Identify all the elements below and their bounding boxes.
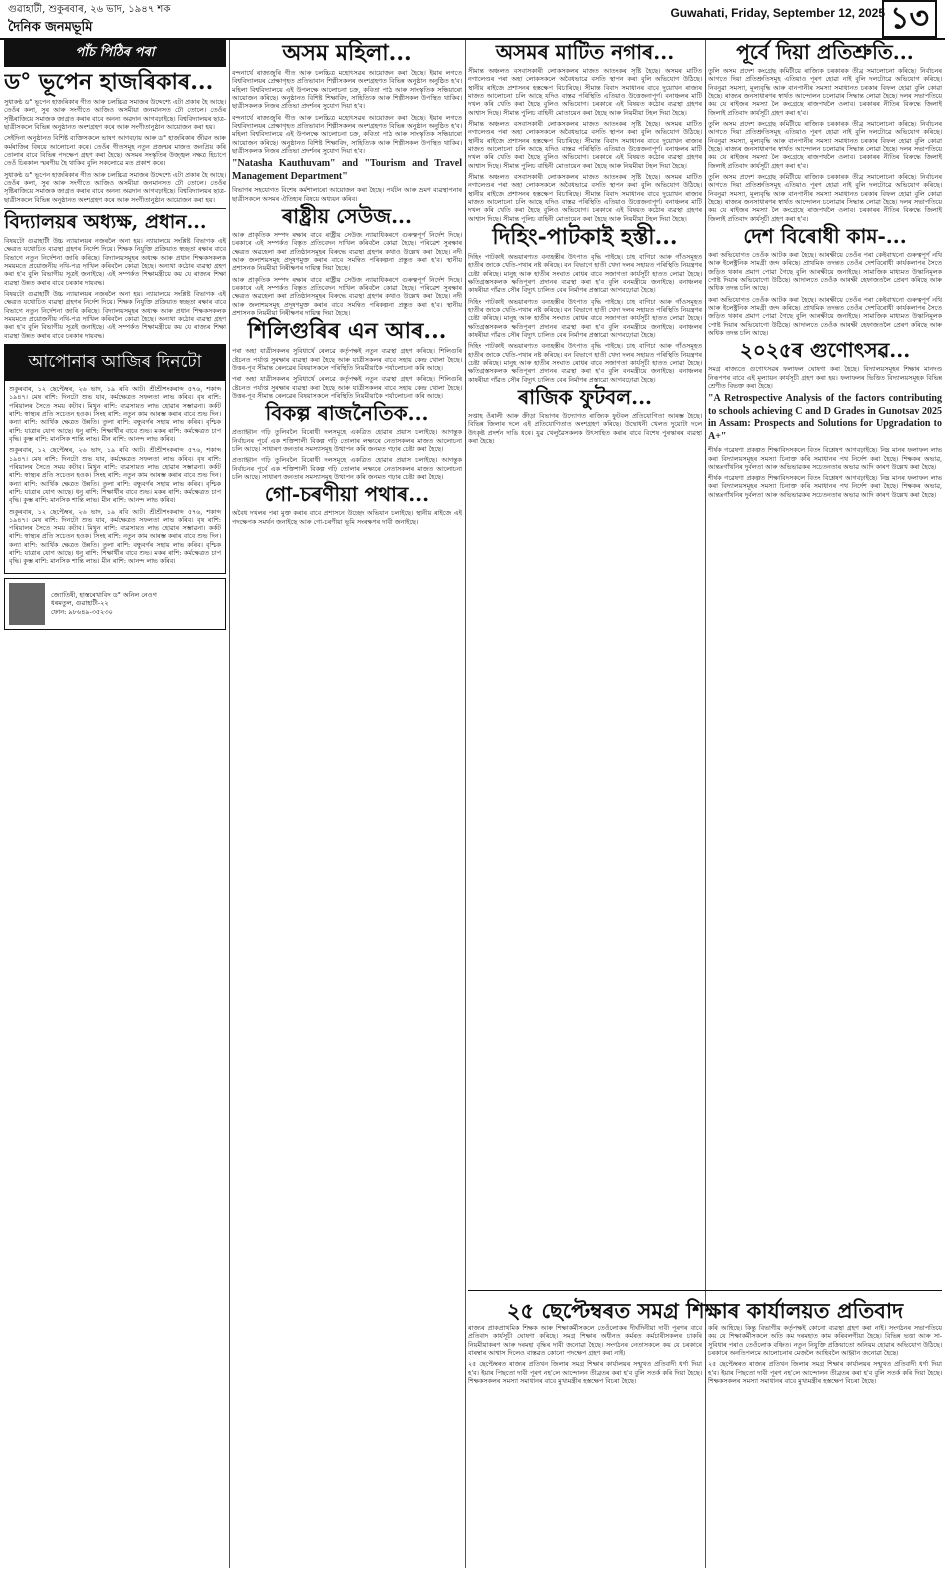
paragraph: বন্দনাৰ্থে ৰাজ্যজুৰি গীত আৰু চলচ্চিত্ৰ মহোৎসৱৰ আয়োজন কৰা হৈছে। ইয়াৰ লগতে বিশ্ববিদ্যালয়ৰ প্ৰেক্ষাগৃহত প্ৰতিভাবান শিল্পীসকলৰ অংশগ্ৰহণত বিভিন্ন অনুষ্ঠান অনুষ্ঠিত হ'ব। মহিলা বিশ্ববিদ্যালয়ে এই উপলক্ষে আলোচনা চক্ৰ, কবিতা পাঠ আৰু সাংস্কৃতিক সন্ধিয়াৰো আয়োজন কৰিছে। অনুষ্ঠানত বিশিষ্ট শিক্ষাবিদ, সাহিত্যিক আৰু শিল্পীসকল উপস্থিত থাকিব। ছাত্ৰীসকলক নিজৰ প্ৰতিভা প্ৰদৰ্শনৰ সুযোগ দিয়া হ'ব। — [232, 69, 462, 111]
horoscope-text — [5, 381, 225, 573]
paragraph: পৰা অহা যাত্ৰীসকলৰ সুবিধাৰ্থে ৰেলৱে কৰ্তৃপক্ষই নতুন ব্যৱস্থা গ্ৰহণ কৰিছে। শিলিগুৰি ষ্টেচনত পৰ্যাপ্ত সুৰক্ষাৰ ব্যৱস্থা কৰা হৈছে আৰু যাত্ৰীসকলৰ বাবে সহায় কেন্দ্ৰ খোলা হৈছে। উত্তৰ-পূব সীমান্ত ৰেলৱেৰ বিষয়াসকলে পৰিস্থিতি নিয়মীয়াকৈ পৰ্যালোচনা কৰি আছে। — [232, 375, 462, 401]
article-bhupen — [4, 98, 226, 204]
article-protest-col — [708, 1324, 942, 1564]
english-study-title: "A Retrospective Analysis of the factors contributing to schools achieving C and D Grades in Gunotsav 2025 in Assam: Prospects and Solutions for Upgradation to A+" — [708, 393, 942, 442]
article-elephant — [468, 253, 702, 384]
page-number: ১৩ — [882, 0, 937, 38]
paragraph: অবৈধ দখলৰ পৰা মুক্ত কৰাৰ বাবে প্ৰশাসনে উচ্ছেদ অভিযান চলাইছে। স্থানীয় ৰাইজে এই পদক্ষেপক সমৰ্থন জনাইছে আৰু গো-চৰণীয়া ভূমি সংৰক্ষণৰ দাবী জনাইছে। — [232, 509, 462, 526]
column-3 — [468, 40, 702, 1288]
article-green-tribunal — [232, 231, 462, 317]
paragraph: দিহিং পাটকাই অভয়াৰণ্যত বন্যহস্তীৰ উৎপাত বৃদ্ধি পাইছে। চাহ বাগিচা আৰু গাঁওসমূহত হাতীৰ জাকে খেতি-পথাৰ নষ্ট কৰিছে। বন বিভাগে হাতী খেদা দলৰ সহায়ত পৰিস্থিতি নিয়ন্ত্ৰণৰ চেষ্টা কৰিছে। মানুহ আৰু হাতীৰ সংঘাত ৰোধৰ বাবে সজাগতা কাৰ্যসূচী হাতত লোৱা হৈছে। ক্ষতিগ্ৰস্তসকলক ক্ষতিপূৰণ প্ৰদানৰ ব্যৱস্থা কৰা হ'ব বুলি বনমন্ত্ৰীয়ে জনাইছে। বনাঞ্চলৰ কাষৰীয়া গাঁৱত সৌৰ বিদ্যুৎ চালিত বেৰ নিৰ্মাণৰ প্ৰস্তাৱো আগবঢ়োৱা হৈছে। — [468, 342, 702, 384]
paragraph: ২৫ ছেপ্টেম্বৰত ৰাজ্যৰ প্ৰতিখন জিলাৰ সমগ্ৰ শিক্ষাৰ কাৰ্যালয়ৰ সন্মুখত প্ৰতিবাদী ধৰ্ণা দিয়া হ'ব। ইয়াৰ পিছতো দাবী পূৰণ নহ'লে আন্দোলন তীব্ৰতৰ কৰা হ'ব বুলি সতৰ্ক কৰি দিয়া হৈছে। শিক্ষকসকলৰ সমস্যা সমাধানৰ বাবে মুখ্যমন্ত্ৰীৰ হস্তক্ষেপ বিচৰা হৈছে। — [468, 1360, 702, 1385]
column-4 — [708, 40, 942, 1288]
article-gunotsav — [708, 365, 942, 499]
headline-school: বিদ্যালয়ৰ অধ্যক্ষ, প্ৰধান... — [4, 211, 207, 234]
paragraph: তুলি অসম প্ৰদেশ কংগ্ৰেছ কমিটীয়ে ৰাজ্যিক চৰকাৰক তীব্ৰ সমালোচনা কৰিছে। নিৰ্বাচনৰ আগতে দিয়া প্ৰতিশ্ৰুতিসমূহ এতিয়াও পূৰণ হোৱা নাই বুলি দলটোৱে অভিযোগ কৰিছে। নিবনুৱা সমস্যা, মূল্যবৃদ্ধি আৰু বানপানীৰ সমস্যা সমাধানত চৰকাৰ বিফল হোৱা বুলি কোৱা হৈছে। ৰাজ্যৰ জনসাধাৰণৰ স্বাৰ্থত আন্দোলন চলোৱাৰ সিদ্ধান্ত লোৱা হৈছে। দলৰ সভাপতিয়ে কয় যে ৰাইজৰ সমস্যা লৈ কংগ্ৰেছে ৰাজপথলৈ ওলাব। চৰকাৰৰ নীতিৰ বিৰুদ্ধে জিলাই জিলাই প্ৰতিবাদ কাৰ্যসূচী গ্ৰহণ কৰা হ'ব। — [708, 119, 942, 170]
paragraph: পৰা অহা যাত্ৰীসকলৰ সুবিধাৰ্থে ৰেলৱে কৰ্তৃপক্ষই নতুন ব্যৱস্থা গ্ৰহণ কৰিছে। শিলিগুৰি ষ্টেচনত পৰ্যাপ্ত সুৰক্ষাৰ ব্যৱস্থা কৰা হৈছে আৰু যাত্ৰীসকলৰ বাবে সহায় কেন্দ্ৰ খোলা হৈছে। উত্তৰ-পূব সীমান্ত ৰেলৱেৰ বিষয়াসকলে পৰিস্থিতি নিয়মীয়াকৈ পৰ্যালোচনা কৰি আছে। — [232, 347, 462, 373]
article-anti-national — [708, 251, 942, 337]
headline-asom-mahila: অসম মহিলা... — [282, 40, 412, 66]
headline-bhupen: ড° ভূপেন হাজৰিকাৰ... — [4, 69, 214, 95]
paragraph: শীৰ্ষক গৱেষণা প্ৰকল্পত শিক্ষাবিদসকলে বিতং বিশ্লেষণ আগবঢ়াইছে। নিম্ন মানৰ ফলাফল লাভ কৰা বিদ্যালয়সমূহৰ সমস্যা চিনাক্ত কৰি সমাধানৰ পথ নিৰ্দেশ কৰা হৈছে। শিক্ষকৰ অভাৱ, আন্তঃগাঁথনিৰ দুৰ্বলতা আৰু অভিভাৱকৰ সচেতনতাৰ অভাৱ আদি কাৰণ উল্লেখ কৰা হৈছে। — [708, 446, 942, 471]
paragraph: দিহিং পাটকাই অভয়াৰণ্যত বন্যহস্তীৰ উৎপাত বৃদ্ধি পাইছে। চাহ বাগিচা আৰু গাঁওসমূহত হাতীৰ জাকে খেতি-পথাৰ নষ্ট কৰিছে। বন বিভাগে হাতী খেদা দলৰ সহায়ত পৰিস্থিতি নিয়ন্ত্ৰণৰ চেষ্টা কৰিছে। মানুহ আৰু হাতীৰ সংঘাত ৰোধৰ বাবে সজাগতা কাৰ্যসূচী হাতত লোৱা হৈছে। ক্ষতিগ্ৰস্তসকলক ক্ষতিপূৰণ প্ৰদানৰ ব্যৱস্থা কৰা হ'ব বুলি বনমন্ত্ৰীয়ে জনাইছে। বনাঞ্চলৰ কাষৰীয়া গাঁৱত সৌৰ বিদ্যুৎ চালিত বেৰ নিৰ্মাণৰ প্ৰস্তাৱো আগবঢ়োৱা হৈছে। — [468, 297, 702, 339]
article-grazing — [232, 509, 462, 526]
section-tag: পাঁচ পিঠিৰ পৰা — [4, 40, 226, 67]
headline-anti-national: দেশ বিৰোধী কাম-... — [743, 223, 907, 248]
column-1 — [4, 40, 226, 1568]
english-quote: "Natasha Kauthuvam" and "Tourism and Travel Management Department" — [232, 158, 462, 182]
paragraph: সীমান্ত অঞ্চলত বসবাসকাৰী লোকসকলৰ মাজত আতংকৰ সৃষ্টি হৈছে। অসমৰ মাটিত নগালেণ্ডৰ পৰা অহা লোকসকলে অবৈধভাৱে বসতি স্থাপন কৰা বুলি অভিযোগ উঠিছে। স্থানীয় ৰাইজে প্ৰশাসনৰ হস্তক্ষেপ বিচাৰিছে। সীমান্ত বিবাদ সমাধানৰ বাবে দুয়োখন ৰাজ্যৰ মাজত আলোচনা চলি আছে যদিও বাস্তৱ পৰিস্থিতি এতিয়াও উত্তেজনাপূৰ্ণ। বনাঞ্চলৰ মাটি দখল কৰি খেতি কৰা হৈছে বুলিও অভিযোগ। চৰকাৰে এই বিষয়ত কঠোৰ ব্যৱস্থা গ্ৰহণৰ আশ্বাস দিছে। সীমান্ত পুলিচ বাহিনী মোতায়েন কৰা হৈছে আৰু নিয়মীয়া টহল দিয়া হৈছে। — [468, 67, 702, 117]
astrologer-photo — [9, 583, 45, 625]
headline-siliguri: শিলিগুৰিৰ এন আৰ... — [247, 318, 447, 345]
article-political — [232, 428, 462, 481]
paragraph: সুধাকণ্ঠ ড° ভূপেন হাজৰিকাৰ গীত আৰু চলচ্চিত্ৰ সমাজৰ উদ্দেশ্যে এটা প্ৰকাৰ হৈ আছে। তেওঁৰ কলা, সুৰ আৰু সংগীতে আজিও অসমীয়া জনমানসত ঢৌ তোলে। তেওঁৰ সৃষ্টিৰাজিয়ে সমাজক জাগ্ৰত কৰাৰ বাবে অনন্য অৱদান আগবঢ়াইছে। বিশ্ববিদ্যালয়ৰ ছাত্ৰ-ছাত্ৰীসকলে বিভিন্ন অনুষ্ঠানত অংশগ্ৰহণ কৰে আৰু সংগীতানুষ্ঠান আয়োজন কৰা হয়। — [4, 170, 226, 204]
headline-green-tribunal: ৰাষ্ট্ৰীয় সেউজ... — [282, 204, 412, 229]
column-2 — [232, 40, 462, 1568]
paragraph: শীৰ্ষক গৱেষণা প্ৰকল্পত শিক্ষাবিদসকলে বিতং বিশ্লেষণ আগবঢ়াইছে। নিম্ন মানৰ ফলাফল লাভ কৰা বিদ্যালয়সমূহৰ সমস্যা চিনাক্ত কৰি সমাধানৰ পথ নিৰ্দেশ কৰা হৈছে। শিক্ষকৰ অভাৱ, আন্তঃগাঁথনিৰ দুৰ্বলতা আৰু অভিভাৱকৰ সচেতনতাৰ অভাৱ আদি কাৰণ উল্লেখ কৰা হৈছে। — [708, 474, 942, 499]
paragraph: বিষয়টো গুৱাহাটী উচ্চ ন্যায়ালয়ৰ নজৰলৈ অনা হয়। ন্যায়ালয়ে সংশ্লিষ্ট বিভাগক এই ক্ষেত্ৰত যথোচিত ব্যৱস্থা গ্ৰহণৰ নিৰ্দেশ দিয়ে। শিক্ষক নিযুক্তি প্ৰক্ৰিয়াত স্বচ্ছতা ৰক্ষাৰ বাবে বিভাগে নতুন নিৰ্দেশনা জাৰি কৰিছে। বিদ্যালয়সমূহৰ অধ্যক্ষ আৰু প্ৰধান শিক্ষকসকলক সময়মতে প্ৰয়োজনীয় নথি-পত্ৰ দাখিল কৰিবলৈ কোৱা হৈছে। অন্যথা কঠোৰ ব্যৱস্থা গ্ৰহণ কৰা হ'ব বুলি বিভাগীয় সূত্ৰই জনাইছে। এই সম্পৰ্কত শিক্ষামন্ত্ৰীয়ে কয় যে ৰাজ্যৰ শিক্ষা ব্যৱস্থা উন্নত কৰাৰ বাবে চৰকাৰ দায়বদ্ধ। — [4, 289, 226, 340]
divider — [4, 208, 226, 209]
headline-football: ৰাজিক ফুটবল... — [517, 384, 653, 409]
paragraph: শুকুৰবাৰ, ১২ ছেপ্টেম্বৰ, ২৬ ভাদ, ১৯ ৰবি আট। শ্ৰীশ্ৰীশংকৰাব্দ ৫৭৬, শকাব্দ ১৯৪৭। মেষ ৰাশি: দিনটো শুভ যাব, কৰ্মক্ষেত্ৰত সফলতা লাভ কৰিব। বৃষ ৰাশি: পৰিয়ালৰ সৈতে সময় কটাব। মিথুন ৰাশি: ব্যৱসায়ত লাভ হোৱাৰ সম্ভাৱনা। কৰ্কট ৰাশি: স্বাস্থ্যৰ প্ৰতি সচেতন হওক। সিংহ ৰাশি: নতুন কাম আৰম্ভ কৰাৰ বাবে শুভ দিন। কন্যা ৰাশি: আৰ্থিক ক্ষেত্ৰত উন্নতি। তুলা ৰাশি: বন্ধুবৰ্গৰ সহায় লাভ কৰিব। বৃশ্চিক ৰাশি: যাত্ৰাৰ যোগ আছে। ধনু ৰাশি: শিক্ষাৰ্থীৰ বাবে শুভ। মকৰ ৰাশি: কৰ্মক্ষেত্ৰত চাপ বৃদ্ধি। কুম্ভ ৰাশি: মানসিক শান্তি লাভ। মীন ৰাশি: আনন্দ লাভ কৰিব। — [9, 384, 221, 443]
paragraph: দিহিং পাটকাই অভয়াৰণ্যত বন্যহস্তীৰ উৎপাত বৃদ্ধি পাইছে। চাহ বাগিচা আৰু গাঁওসমূহত হাতীৰ জাকে খেতি-পথাৰ নষ্ট কৰিছে। বন বিভাগে হাতী খেদা দলৰ সহায়ত পৰিস্থিতি নিয়ন্ত্ৰণৰ চেষ্টা কৰিছে। মানুহ আৰু হাতীৰ সংঘাত ৰোধৰ বাবে সজাগতা কাৰ্যসূচী হাতত লোৱা হৈছে। ক্ষতিগ্ৰস্তসকলক ক্ষতিপূৰণ প্ৰদানৰ ব্যৱস্থা কৰা হ'ব বুলি বনমন্ত্ৰীয়ে জনাইছে। বনাঞ্চলৰ কাষৰীয়া গাঁৱত সৌৰ বিদ্যুৎ চালিত বেৰ নিৰ্মাণৰ প্ৰস্তাৱো আগবঢ়োৱা হৈছে। — [468, 253, 702, 295]
paragraph: তুলি অসম প্ৰদেশ কংগ্ৰেছ কমিটীয়ে ৰাজ্যিক চৰকাৰক তীব্ৰ সমালোচনা কৰিছে। নিৰ্বাচনৰ আগতে দিয়া প্ৰতিশ্ৰুতিসমূহ এতিয়াও পূৰণ হোৱা নাই বুলি দলটোৱে অভিযোগ কৰিছে। নিবনুৱা সমস্যা, মূল্যবৃদ্ধি আৰু বানপানীৰ সমস্যা সমাধানত চৰকাৰ বিফল হোৱা বুলি কোৱা হৈছে। ৰাজ্যৰ জনসাধাৰণৰ স্বাৰ্থত আন্দোলন চলোৱাৰ সিদ্ধান্ত লোৱা হৈছে। দলৰ সভাপতিয়ে কয় যে ৰাইজৰ সমস্যা লৈ কংগ্ৰেছে ৰাজপথলৈ ওলাব। চৰকাৰৰ নীতিৰ বিৰুদ্ধে জিলাই জিলাই প্ৰতিবাদ কাৰ্যসূচী গ্ৰহণ কৰা হ'ব। — [708, 172, 942, 223]
article-promises — [708, 67, 942, 223]
header-date-english: Guwahati, Friday, September 12, 2025 — [670, 6, 885, 20]
paragraph: আৰু প্ৰাকৃতিক সম্পদ ৰক্ষাৰ বাবে ৰাষ্ট্ৰীয় সেউজ ন্যায়াধিকৰণে গুৰুত্বপূৰ্ণ নিৰ্দেশ দিছে। চৰকাৰে এই সম্পৰ্কত বিস্তৃত প্ৰতিবেদন দাখিল কৰিবলৈ কোৱা হৈছে। পৰিৱেশ সুৰক্ষাৰ ক্ষেত্ৰত অৱহেলা কৰা প্ৰতিষ্ঠানসমূহৰ বিৰুদ্ধে ব্যৱস্থা গ্ৰহণৰ কথাও উল্লেখ কৰা হৈছে। নদী আৰু জলাশয়সমূহ প্ৰদূষণমুক্ত কৰাৰ বাবে সমন্বিত পৰিকল্পনা প্ৰস্তুত কৰা হ'ব। স্থানীয় প্ৰশাসনক নিয়মীয়া নিৰীক্ষণৰ দায়িত্ব দিয়া হৈছে। — [232, 231, 462, 273]
paragraph: তুলি অসম প্ৰদেশ কংগ্ৰেছ কমিটীয়ে ৰাজ্যিক চৰকাৰক তীব্ৰ সমালোচনা কৰিছে। নিৰ্বাচনৰ আগতে দিয়া প্ৰতিশ্ৰুতিসমূহ এতিয়াও পূৰণ হোৱা নাই বুলি দলটোৱে অভিযোগ কৰিছে। নিবনুৱা সমস্যা, মূল্যবৃদ্ধি আৰু বানপানীৰ সমস্যা সমাধানত চৰকাৰ বিফল হোৱা বুলি কোৱা হৈছে। ৰাজ্যৰ জনসাধাৰণৰ স্বাৰ্থত আন্দোলন চলোৱাৰ সিদ্ধান্ত লোৱা হৈছে। দলৰ সভাপতিয়ে কয় যে ৰাইজৰ সমস্যা লৈ কংগ্ৰেছে ৰাজপথলৈ ওলাব। চৰকাৰৰ নীতিৰ বিৰুদ্ধে জিলাই জিলাই প্ৰতিবাদ কাৰ্যসূচী গ্ৰহণ কৰা হ'ব। — [708, 67, 942, 117]
paragraph: বিষয়টো গুৱাহাটী উচ্চ ন্যায়ালয়ৰ নজৰলৈ অনা হয়। ন্যায়ালয়ে সংশ্লিষ্ট বিভাগক এই ক্ষেত্ৰত যথোচিত ব্যৱস্থা গ্ৰহণৰ নিৰ্দেশ দিয়ে। শিক্ষক নিযুক্তি প্ৰক্ৰিয়াত স্বচ্ছতা ৰক্ষাৰ বাবে বিভাগে নতুন নিৰ্দেশনা জাৰি কৰিছে। বিদ্যালয়সমূহৰ অধ্যক্ষ আৰু প্ৰধান শিক্ষকসকলক সময়মতে প্ৰয়োজনীয় নথি-পত্ৰ দাখিল কৰিবলৈ কোৱা হৈছে। অন্যথা কঠোৰ ব্যৱস্থা গ্ৰহণ কৰা হ'ব বুলি বিভাগীয় সূত্ৰই জনাইছে। এই সম্পৰ্কত শিক্ষামন্ত্ৰীয়ে কয় যে ৰাজ্যৰ শিক্ষা ব্যৱস্থা উন্নত কৰাৰ বাবে চৰকাৰ দায়বদ্ধ। — [4, 236, 226, 287]
paragraph: সীমান্ত অঞ্চলত বসবাসকাৰী লোকসকলৰ মাজত আতংকৰ সৃষ্টি হৈছে। অসমৰ মাটিত নগালেণ্ডৰ পৰা অহা লোকসকলে অবৈধভাৱে বসতি স্থাপন কৰা বুলি অভিযোগ উঠিছে। স্থানীয় ৰাইজে প্ৰশাসনৰ হস্তক্ষেপ বিচাৰিছে। সীমান্ত বিবাদ সমাধানৰ বাবে দুয়োখন ৰাজ্যৰ মাজত আলোচনা চলি আছে যদিও বাস্তৱ পৰিস্থিতি এতিয়াও উত্তেজনাপূৰ্ণ। বনাঞ্চলৰ মাটি দখল কৰি খেতি কৰা হৈছে বুলিও অভিযোগ। চৰকাৰে এই বিষয়ত কঠোৰ ব্যৱস্থা গ্ৰহণৰ আশ্বাস দিছে। সীমান্ত পুলিচ বাহিনী মোতায়েন কৰা হৈছে আৰু নিয়মীয়া টহল দিয়া হৈছে। — [468, 172, 702, 223]
headline-naga: অসমৰ মাটিত নগাৰ... — [495, 40, 675, 64]
newspaper-name: দৈনিক জনমভূমি — [8, 20, 93, 35]
headline-promises: পূৰ্বে দিয়া প্ৰতিশ্ৰুতি... — [736, 40, 914, 64]
paragraph: সমগ্ৰ ৰাজ্যতে গুণোৎসৱৰ ফলাফল ঘোষণা কৰা হৈছে। বিদ্যালয়সমূহৰ শিক্ষাৰ মানদণ্ড নিৰূপণৰ বাবে এই মূল্যায়ন কাৰ্যসূচী গ্ৰহণ কৰা হয়। ফলাফলৰ ভিত্তিত বিদ্যালয়সমূহক বিভিন্ন শ্ৰেণীত বিভক্ত কৰা হৈছে। — [708, 365, 942, 390]
horoscope-box — [4, 344, 226, 574]
paragraph: কৰা অভিযোগত তেওঁক আটক কৰা হৈছে। আৰক্ষীয়ে তেওঁৰ পৰা কেইবাখনো গুৰুত্বপূৰ্ণ নথি আৰু ইলেক্ট্ৰনিক সামগ্ৰী জব্দ কৰিছে। প্ৰাথমিক তদন্তত তেওঁৰ দেশবিৰোধী কাৰ্যকলাপৰ সৈতে জড়িত থকাৰ প্ৰমাণ পোৱা গৈছে বুলি আৰক্ষীয়ে জনাইছে। সামাজিক মাধ্যমত উস্কানিমূলক পোষ্ট দিয়াৰ অভিযোগো উঠিছে। আদালতে তেওঁক আৰক্ষী হেফাজতলৈ প্ৰেৰণ কৰিছে আৰু অধিক তদন্ত চলি আছে। — [708, 295, 942, 337]
article-football — [468, 412, 702, 445]
article-protest — [468, 1324, 942, 1564]
header-date-assamese: গুৱাহাটী, শুকুৰবাৰ, ২৬ ভাদ, ১৯৪৭ শক — [8, 4, 171, 15]
headline-political: বিকল্প ৰাজনৈতিক... — [265, 401, 429, 426]
paragraph: বিভাগৰ সহযোগত বিশেষ কৰ্মশালাৰো আয়োজন কৰা হৈছে। পৰ্যটন আৰু ভ্ৰমণ ব্যৱস্থাপনাৰ ছাত্ৰীসকলে অসমৰ ঐতিহ্যৰ বিষয়ে অধ্যয়ন কৰিব। — [232, 186, 462, 203]
paragraph: শুকুৰবাৰ, ১২ ছেপ্টেম্বৰ, ২৬ ভাদ, ১৯ ৰবি আট। শ্ৰীশ্ৰীশংকৰাব্দ ৫৭৬, শকাব্দ ১৯৪৭। মেষ ৰাশি: দিনটো শুভ যাব, কৰ্মক্ষেত্ৰত সফলতা লাভ কৰিব। বৃষ ৰাশি: পৰিয়ালৰ সৈতে সময় কটাব। মিথুন ৰাশি: ব্যৱসায়ত লাভ হোৱাৰ সম্ভাৱনা। কৰ্কট ৰাশি: স্বাস্থ্যৰ প্ৰতি সচেতন হওক। সিংহ ৰাশি: নতুন কাম আৰম্ভ কৰাৰ বাবে শুভ দিন। কন্যা ৰাশি: আৰ্থিক ক্ষেত্ৰত উন্নতি। তুলা ৰাশি: বন্ধুবৰ্গৰ সহায় লাভ কৰিব। বৃশ্চিক ৰাশি: যাত্ৰাৰ যোগ আছে। ধনু ৰাশি: শিক্ষাৰ্থীৰ বাবে শুভ। মকৰ ৰাশি: কৰ্মক্ষেত্ৰত চাপ বৃদ্ধি। কুম্ভ ৰাশি: মানসিক শান্তি লাভ। মীন ৰাশি: আনন্দ লাভ কৰিব। — [9, 446, 221, 505]
paragraph: বন্দনাৰ্থে ৰাজ্যজুৰি গীত আৰু চলচ্চিত্ৰ মহোৎসৱৰ আয়োজন কৰা হৈছে। ইয়াৰ লগতে বিশ্ববিদ্যালয়ৰ প্ৰেক্ষাগৃহত প্ৰতিভাবান শিল্পীসকলৰ অংশগ্ৰহণত বিভিন্ন অনুষ্ঠান অনুষ্ঠিত হ'ব। মহিলা বিশ্ববিদ্যালয়ে এই উপলক্ষে আলোচনা চক্ৰ, কবিতা পাঠ আৰু সাংস্কৃতিক সন্ধিয়াৰো আয়োজন কৰিছে। অনুষ্ঠানত বিশিষ্ট শিক্ষাবিদ, সাহিত্যিক আৰু শিল্পীসকল উপস্থিত থাকিব। ছাত্ৰীসকলক নিজৰ প্ৰতিভা প্ৰদৰ্শনৰ সুযোগ দিয়া হ'ব। — [232, 113, 462, 156]
paragraph: সপ্তাহ ওঁৰালী আৰু ক্ৰীড়া বিভাগৰ উদ্যোগত ৰাজ্যিক ফুটবল প্ৰতিযোগিতা আৰম্ভ হৈছে। বিভিন্ন জিলাৰ দলে এই প্ৰতিযোগিতাত অংশগ্ৰহণ কৰিছে। উদ্বোধনী খেলত দুয়োটা দলে উৎকৃষ্ট প্ৰদৰ্শন দাঙি ধৰে। যুৱ খেলুৱৈসকলক উৎসাহিত কৰাৰ বাবে বিশেষ পুৰস্কাৰৰ ব্যৱস্থা কৰা হৈছে। — [468, 411, 702, 445]
column-divider — [465, 40, 466, 1568]
paragraph: সুধাকণ্ঠ ড° ভূপেন হাজৰিকাৰ গীত আৰু চলচ্চিত্ৰ সমাজৰ উদ্দেশ্যে এটা প্ৰকাৰ হৈ আছে। তেওঁৰ কলা, সুৰ আৰু সংগীতে আজিও অসমীয়া জনমানসত ঢৌ তোলে। তেওঁৰ সৃষ্টিৰাজিয়ে সমাজক জাগ্ৰত কৰাৰ বাবে অনন্য অৱদান আগবঢ়াইছে। বিশ্ববিদ্যালয়ৰ ছাত্ৰ-ছাত্ৰীসকলে বিভিন্ন অনুষ্ঠানত অংশগ্ৰহণ কৰে আৰু সংগীতানুষ্ঠান আয়োজন কৰা হয়। — [4, 98, 226, 132]
horoscope-title: আপোনাৰ আজিৰ দিনটো — [5, 345, 225, 381]
astrologer-credit — [4, 578, 226, 630]
headline-elephant: দিহিং-পাটকাই হস্তী... — [492, 223, 678, 250]
paragraph: প্ৰত্যাহ্বান গঢ়ি তুলিবলৈ বিৰোধী দলসমূহে একত্ৰিত হোৱাৰ প্ৰয়াস চলাইছে। আগন্তুক নিৰ্বাচনৰ পূৰ্বে এক শক্তিশালী বিকল্প গঢ়ি তোলাৰ লক্ষ্যৰে নেতাসকলৰ মাজত আলোচনা চলি আছে। সাধাৰণ জনতাৰ সমস্যাসমূহ উত্থাপন কৰি জনমত গঢ়াৰ চেষ্টা কৰা হৈছে। — [232, 456, 462, 482]
headline-gunotsav: ২০২৫ৰ গুণোৎসৱ... — [739, 338, 911, 363]
article-asom-mahila — [232, 69, 462, 203]
article-school — [4, 237, 226, 340]
headline-grazing: গো-চৰণীয়া পথাৰ... — [264, 482, 430, 507]
paragraph: শুকুৰবাৰ, ১২ ছেপ্টেম্বৰ, ২৬ ভাদ, ১৯ ৰবি আট। শ্ৰীশ্ৰীশংকৰাব্দ ৫৭৬, শকাব্দ ১৯৪৭। মেষ ৰাশি: দিনটো শুভ যাব, কৰ্মক্ষেত্ৰত সফলতা লাভ কৰিব। বৃষ ৰাশি: পৰিয়ালৰ সৈতে সময় কটাব। মিথুন ৰাশি: ব্যৱসায়ত লাভ হোৱাৰ সম্ভাৱনা। কৰ্কট ৰাশি: স্বাস্থ্যৰ প্ৰতি সচেতন হওক। সিংহ ৰাশি: নতুন কাম আৰম্ভ কৰাৰ বাবে শুভ দিন। কন্যা ৰাশি: আৰ্থিক ক্ষেত্ৰত উন্নতি। তুলা ৰাশি: বন্ধুবৰ্গৰ সহায় লাভ কৰিব। বৃশ্চিক ৰাশি: যাত্ৰাৰ যোগ আছে। ধনু ৰাশি: শিক্ষাৰ্থীৰ বাবে শুভ। মকৰ ৰাশি: কৰ্মক্ষেত্ৰত চাপ বৃদ্ধি। কুম্ভ ৰাশি: মানসিক শান্তি লাভ। মীন ৰাশি: আনন্দ লাভ কৰিব। — [9, 507, 221, 566]
masthead — [0, 0, 945, 40]
paragraph: আৰু প্ৰাকৃতিক সম্পদ ৰক্ষাৰ বাবে ৰাষ্ট্ৰীয় সেউজ ন্যায়াধিকৰণে গুৰুত্বপূৰ্ণ নিৰ্দেশ দিছে। চৰকাৰে এই সম্পৰ্কত বিস্তৃত প্ৰতিবেদন দাখিল কৰিবলৈ কোৱা হৈছে। পৰিৱেশ সুৰক্ষাৰ ক্ষেত্ৰত অৱহেলা কৰা প্ৰতিষ্ঠানসমূহৰ বিৰুদ্ধে ব্যৱস্থা গ্ৰহণৰ কথাও উল্লেখ কৰা হৈছে। নদী আৰু জলাশয়সমূহ প্ৰদূষণমুক্ত কৰাৰ বাবে সমন্বিত পৰিকল্পনা প্ৰস্তুত কৰা হ'ব। স্থানীয় প্ৰশাসনক নিয়মীয়া নিৰীক্ষণৰ দায়িত্ব দিয়া হৈছে। — [232, 275, 462, 317]
astrologer-details: জ্যোতিষী, হাস্তৰেখাবিদ ড° অনিল নেওগ ধৰমতুল, গুৱাহাটী-২২ ফোন: ৯৮৬৪৯-৩৫২৩০ — [51, 590, 157, 617]
article-siliguri — [232, 347, 462, 400]
headline-protest: ২৫ ছেপ্টেম্বৰত সমগ্ৰ শিক্ষাৰ কাৰ্যালয়ত প্ৰতিবাদ — [468, 1290, 942, 1330]
paragraph: কৰা অভিযোগত তেওঁক আটক কৰা হৈছে। আৰক্ষীয়ে তেওঁৰ পৰা কেইবাখনো গুৰুত্বপূৰ্ণ নথি আৰু ইলেক্ট্ৰনিক সামগ্ৰী জব্দ কৰিছে। প্ৰাথমিক তদন্তত তেওঁৰ দেশবিৰোধী কাৰ্যকলাপৰ সৈতে জড়িত থকাৰ প্ৰমাণ পোৱা গৈছে বুলি আৰক্ষীয়ে জনাইছে। সামাজিক মাধ্যমত উস্কানিমূলক পোষ্ট দিয়াৰ অভিযোগো উঠিছে। আদালতে তেওঁক আৰক্ষী হেফাজতলৈ প্ৰেৰণ কৰিছে আৰু অধিক তদন্ত চলি আছে। — [708, 250, 942, 293]
article-protest-col — [468, 1324, 702, 1564]
paragraph: ৰাজ্যৰ প্ৰাকপ্ৰাথমিক শিক্ষক আৰু শিক্ষাকৰ্মীসকলে তেওঁলোকৰ দীৰ্ঘদিনীয়া দাবী পূৰণৰ বাবে প্ৰতিবাদ কাৰ্যসূচী ঘোষণা কৰিছে। সমগ্ৰ শিক্ষাৰ অধীনত কৰ্মৰত কৰ্মচাৰীসকলৰ চাকৰি নিয়মীয়াকৰণ আৰু দৰমহা বৃদ্ধিৰ দাবী জনোৱা হৈছে। সংগঠনৰ নেতাসকলে কয় যে চৰকাৰে বাৰম্বাৰ আশ্বাস দিলেও বাস্তৱত কোনো পদক্ষেপ গ্ৰহণ কৰা নাই। — [468, 1324, 702, 1357]
paragraph: সেইদিনা অনুষ্ঠানত বিশিষ্ট ব্যক্তিসকলে ভাষণ আগবঢ়ায় আৰু ড° হাজৰিকাৰ জীৱন আৰু কৰ্মৰাজিৰ বিষয়ে আলোচনা কৰে। তেওঁৰ গীতসমূহ নতুন প্ৰজন্মৰ মাজত জনপ্ৰিয় কৰি তোলাৰ বাবে বিভিন্ন পদক্ষেপ গ্ৰহণ কৰা হৈছে। অসমৰ সংস্কৃতিৰ উজ্জ্বল নক্ষত্ৰ হিচাপে তেওঁ চিৰকাল স্মৰণীয় হৈ থাকিব বুলি সকলোৱে মত প্ৰকাশ কৰে। — [4, 134, 226, 168]
column-divider — [229, 40, 230, 1568]
paragraph: কৰি আহিছে। কিন্তু বিভাগীয় কৰ্তৃপক্ষই কোনো ব্যৱস্থা গ্ৰহণ কৰা নাই। সংগঠনৰ সভাপতিয়ে কয় যে শিক্ষাকৰ্মীসকলে অতি কম দৰমহাত কাম কৰিবলগীয়া হৈছে। বিভিন্ন ভত্তা আৰু সা-সুবিধাৰ পৰাও তেওঁলোক বঞ্চিত। নতুন নিযুক্তি প্ৰক্ৰিয়াতো অনিয়ম হোৱাৰ অভিযোগ উঠিছে। চৰকাৰে অনতিপলমে আলোচনাৰ মেজলৈ আহিবলৈ আহ্বান জনোৱা হৈছে। — [708, 1324, 942, 1357]
article-naga — [468, 67, 702, 223]
paragraph: সীমান্ত অঞ্চলত বসবাসকাৰী লোকসকলৰ মাজত আতংকৰ সৃষ্টি হৈছে। অসমৰ মাটিত নগালেণ্ডৰ পৰা অহা লোকসকলে অবৈধভাৱে বসতি স্থাপন কৰা বুলি অভিযোগ উঠিছে। স্থানীয় ৰাইজে প্ৰশাসনৰ হস্তক্ষেপ বিচাৰিছে। সীমান্ত বিবাদ সমাধানৰ বাবে দুয়োখন ৰাজ্যৰ মাজত আলোচনা চলি আছে যদিও বাস্তৱ পৰিস্থিতি এতিয়াও উত্তেজনাপূৰ্ণ। বনাঞ্চলৰ মাটি দখল কৰি খেতি কৰা হৈছে বুলিও অভিযোগ। চৰকাৰে এই বিষয়ত কঠোৰ ব্যৱস্থা গ্ৰহণৰ আশ্বাস দিছে। সীমান্ত পুলিচ বাহিনী মোতায়েন কৰা হৈছে আৰু নিয়মীয়া টহল দিয়া হৈছে। — [468, 119, 702, 170]
paragraph: প্ৰত্যাহ্বান গঢ়ি তুলিবলৈ বিৰোধী দলসমূহে একত্ৰিত হোৱাৰ প্ৰয়াস চলাইছে। আগন্তুক নিৰ্বাচনৰ পূৰ্বে এক শক্তিশালী বিকল্প গঢ়ি তোলাৰ লক্ষ্যৰে নেতাসকলৰ মাজত আলোচনা চলি আছে। সাধাৰণ জনতাৰ সমস্যাসমূহ উত্থাপন কৰি জনমত গঢ়াৰ চেষ্টা কৰা হৈছে। — [232, 428, 462, 454]
paragraph: ২৫ ছেপ্টেম্বৰত ৰাজ্যৰ প্ৰতিখন জিলাৰ সমগ্ৰ শিক্ষাৰ কাৰ্যালয়ৰ সন্মুখত প্ৰতিবাদী ধৰ্ণা দিয়া হ'ব। ইয়াৰ পিছতো দাবী পূৰণ নহ'লে আন্দোলন তীব্ৰতৰ কৰা হ'ব বুলি সতৰ্ক কৰি দিয়া হৈছে। শিক্ষকসকলৰ সমস্যা সমাধানৰ বাবে মুখ্যমন্ত্ৰীৰ হস্তক্ষেপ বিচৰা হৈছে। — [708, 1360, 942, 1385]
